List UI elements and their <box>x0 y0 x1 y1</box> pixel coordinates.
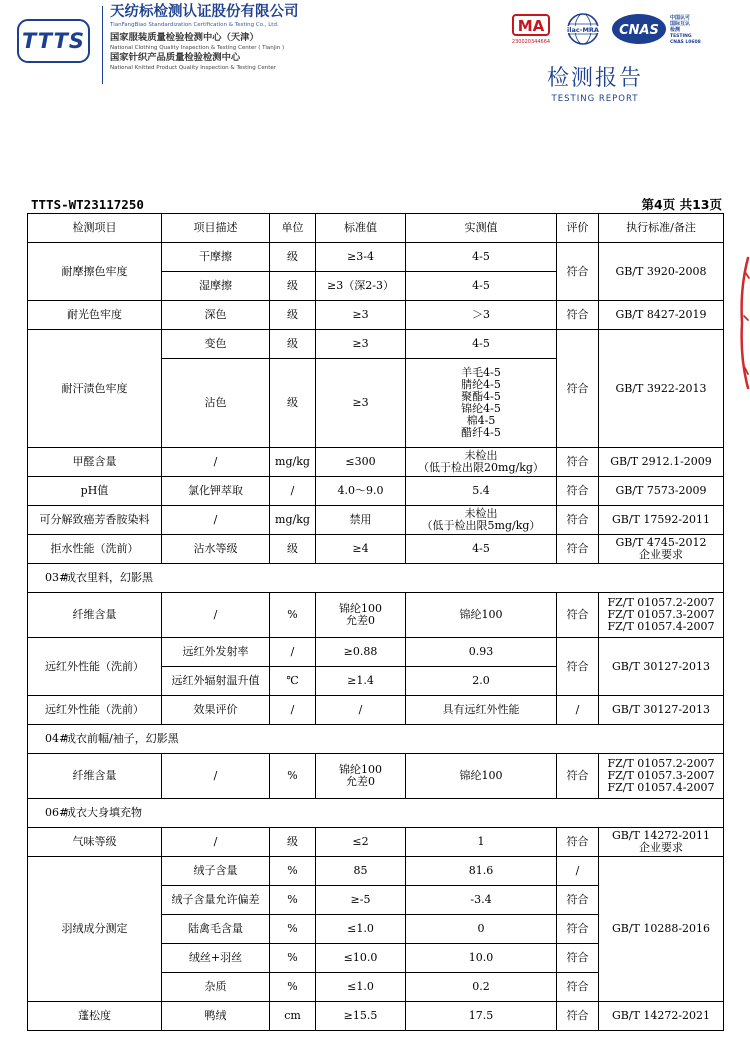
table-row <box>28 754 724 799</box>
standard-reference-cell: GB/T 14272-2021 <box>599 1002 724 1031</box>
description-cell: / <box>162 448 270 477</box>
cnas-mark-label: CNAS <box>619 23 659 38</box>
organization-name-cn: 天纺标检测认证股份有限公司 <box>110 4 299 20</box>
test-item-cell: 耐汗渍色牢度 <box>28 330 162 448</box>
standard-value-cell: ≤10.0 <box>316 944 406 973</box>
standard-value-cell: ≤300 <box>316 448 406 477</box>
standard-value-cell: ≥0.88 <box>316 638 406 667</box>
standard-reference-line: FZ/T 01057.2-2007 <box>607 757 715 770</box>
evaluation-cell: 符合 <box>557 448 599 477</box>
description-cell: 干摩擦 <box>162 243 270 272</box>
measured-value-cell: -3.4 <box>406 886 557 915</box>
cnas-cn-label-2: 国际互认 <box>670 21 691 27</box>
report-number: TTTS-WT23117250 <box>31 197 144 212</box>
unit-cell: 级 <box>270 359 316 448</box>
description-cell: / <box>162 506 270 535</box>
ilac-mra-label: ilac-MRA <box>567 26 599 34</box>
cnas-sub-label: 检测 <box>670 27 681 33</box>
standard-reference-cell: GB/T 10288-2016 <box>599 857 724 1002</box>
evaluation-cell: 符合 <box>557 828 599 857</box>
test-item-cell: 耐光色牢度 <box>28 301 162 330</box>
standard-reference-line: FZ/T 01057.2-2007 <box>607 596 715 609</box>
description-cell: 远红外辐射温升值 <box>162 667 270 696</box>
standard-reference-cell <box>599 754 724 799</box>
section-row <box>28 799 724 828</box>
unit-cell: mg/kg <box>270 506 316 535</box>
standard-value-cell <box>316 593 406 638</box>
measured-value-cell: 4-5 <box>406 243 557 272</box>
cnas-mark-icon <box>611 12 707 46</box>
header-cell: 项目描述 <box>162 214 270 243</box>
evaluation-cell: 符合 <box>557 506 599 535</box>
measured-value-cell: 锦纶100 <box>406 754 557 799</box>
test-item-cell: 纤维含量 <box>28 593 162 638</box>
description-cell: / <box>162 828 270 857</box>
standard-reference-line: GB/T 14272-2011 <box>611 829 711 842</box>
tolerance-line: 允差0 <box>346 614 375 627</box>
measured-value-cell: 锦纶100 <box>406 593 557 638</box>
measured-value-cell: 4-5 <box>406 330 557 359</box>
standard-reference-line: GB/T 4745-2012 <box>615 536 707 549</box>
standard-reference-cell <box>599 535 724 564</box>
table-row <box>28 828 724 857</box>
unit-cell: cm <box>270 1002 316 1031</box>
evaluation-cell: 符合 <box>557 886 599 915</box>
standard-reference-cell: GB/T 8427-2019 <box>599 301 724 330</box>
standard-value-cell: ≥3 <box>316 330 406 359</box>
table-row <box>28 477 724 506</box>
description-cell: 鸭绒 <box>162 1002 270 1031</box>
staining-result: 聚酯4-5 <box>461 390 501 403</box>
cma-mark-label: MA <box>517 17 545 35</box>
evaluation-cell: 符合 <box>557 944 599 973</box>
measured-value-cell: 5.4 <box>406 477 557 506</box>
cnas-code-label: CNAS L0608 <box>670 40 701 45</box>
unit-cell: % <box>270 915 316 944</box>
standard-reference-cell: GB/T 30127-2013 <box>599 696 724 725</box>
measured-value-line: 未检出 <box>464 507 498 520</box>
cma-mark-number: 230020344664 <box>511 39 551 45</box>
header-cell: 实测值 <box>406 214 557 243</box>
table-row <box>28 696 724 725</box>
unit-cell: / <box>270 638 316 667</box>
results-table <box>27 213 724 1031</box>
clothing-center-name-cn: 国家服装质量检验检测中心（天津） <box>110 32 259 43</box>
standard-reference-cell: GB/T 2912.1-2009 <box>599 448 724 477</box>
staining-result: 腈纶4-5 <box>461 378 501 391</box>
description-cell: 沾色 <box>162 359 270 448</box>
standard-value-line: 锦纶100 <box>339 602 382 615</box>
organization-name-en: TianFangBiao Standardization Certification & Testing Co., Ltd. <box>110 22 279 28</box>
staining-result: 羊毛4-5 <box>461 366 501 379</box>
header-cell: 检测项目 <box>28 214 162 243</box>
header-cell: 单位 <box>270 214 316 243</box>
evaluation-cell: / <box>557 857 599 886</box>
table-row <box>28 301 724 330</box>
standard-value-cell: ≤1.0 <box>316 973 406 1002</box>
standard-reference-cell <box>599 828 724 857</box>
standard-reference-cell <box>599 593 724 638</box>
evaluation-cell: 符合 <box>557 1002 599 1031</box>
section-code: 04# <box>45 732 69 745</box>
unit-cell: 级 <box>270 301 316 330</box>
description-cell: 绒丝+羽丝 <box>162 944 270 973</box>
standard-value-cell: ≥1.4 <box>316 667 406 696</box>
section-title: 成衣前幅/袖子，幻影黑 <box>65 732 179 745</box>
description-cell: 湿摩擦 <box>162 272 270 301</box>
unit-cell: % <box>270 944 316 973</box>
description-cell: 远红外发射率 <box>162 638 270 667</box>
evaluation-cell: / <box>557 696 599 725</box>
standard-reference-cell: GB/T 17592-2011 <box>599 506 724 535</box>
standard-value-line: 锦纶100 <box>339 763 382 776</box>
description-cell: 氯化钾萃取 <box>162 477 270 506</box>
ilac-mra-mark-icon <box>563 12 603 46</box>
report-title: 检测报告 <box>546 66 643 91</box>
cnas-cn-label: 中国认可 <box>670 15 691 21</box>
test-item-cell: 耐摩擦色牢度 <box>28 243 162 301</box>
standard-reference-cell: GB/T 3922-2013 <box>599 330 724 448</box>
standard-value-cell: ≥4 <box>316 535 406 564</box>
header-cell: 标准值 <box>316 214 406 243</box>
measured-value-cell: 0 <box>406 915 557 944</box>
description-cell: 沾水等级 <box>162 535 270 564</box>
unit-cell: / <box>270 477 316 506</box>
evaluation-cell: 符合 <box>557 973 599 1002</box>
cma-mark-icon <box>507 12 555 46</box>
description-cell: 陆禽毛含量 <box>162 915 270 944</box>
knitted-center-name-cn: 国家针织产品质量检验检测中心 <box>110 52 241 63</box>
test-item-cell: 蓬松度 <box>28 1002 162 1031</box>
table-row <box>28 535 724 564</box>
description-cell: 深色 <box>162 301 270 330</box>
description-cell: / <box>162 754 270 799</box>
description-cell: 绒子含量 <box>162 857 270 886</box>
evaluation-cell: 符合 <box>557 243 599 301</box>
test-item-cell: 远红外性能（洗前） <box>28 696 162 725</box>
staining-result: 棉4-5 <box>466 414 496 427</box>
evaluation-cell: 符合 <box>557 638 599 696</box>
unit-cell: 级 <box>270 243 316 272</box>
test-item-cell: 远红外性能（洗前） <box>28 638 162 696</box>
table-row <box>28 330 724 359</box>
standard-reference-line: FZ/T 01057.4-2007 <box>607 781 715 794</box>
section-label <box>28 564 724 593</box>
table-row <box>28 448 724 477</box>
organization-block <box>110 4 410 72</box>
standard-value-cell: ≥3（深2-3） <box>316 272 406 301</box>
table-row <box>28 1002 724 1031</box>
report-subtitle: TESTING REPORT <box>551 94 639 104</box>
description-cell: / <box>162 593 270 638</box>
header-cell: 执行标准/备注 <box>599 214 724 243</box>
page-indicator: 第4页 共13页 <box>641 197 722 212</box>
seal-fragment-icon <box>736 248 750 398</box>
standard-value-cell: 85 <box>316 857 406 886</box>
measured-value-cell: 0.2 <box>406 973 557 1002</box>
clothing-center-name-en: National Clothing Quality Inspection & Testing Center ( Tianjin ) <box>110 45 285 51</box>
description-cell: 效果评价 <box>162 696 270 725</box>
section-title: 成衣大身填充物 <box>65 806 142 819</box>
table-row <box>28 506 724 535</box>
unit-cell: % <box>270 593 316 638</box>
requirement-note: 企业要求 <box>639 548 683 561</box>
standard-value-cell: ≥-5 <box>316 886 406 915</box>
section-row <box>28 725 724 754</box>
unit-cell: ℃ <box>270 667 316 696</box>
standard-value-cell: ≥15.5 <box>316 1002 406 1031</box>
evaluation-cell: 符合 <box>557 301 599 330</box>
cnas-en-label: TESTING <box>670 34 692 39</box>
description-cell: 绒子含量允许偏差 <box>162 886 270 915</box>
evaluation-cell: 符合 <box>557 754 599 799</box>
evaluation-cell: 符合 <box>557 593 599 638</box>
unit-cell: % <box>270 857 316 886</box>
section-row <box>28 564 724 593</box>
unit-cell: / <box>270 696 316 725</box>
description-cell: 杂质 <box>162 973 270 1002</box>
evaluation-cell: 符合 <box>557 535 599 564</box>
measured-value-cell <box>406 359 557 448</box>
standard-value-cell: 禁用 <box>316 506 406 535</box>
tolerance-line: 允差0 <box>346 775 375 788</box>
unit-cell: 级 <box>270 330 316 359</box>
standard-value-cell: ≤1.0 <box>316 915 406 944</box>
unit-cell: 级 <box>270 535 316 564</box>
standard-value-cell: 4.0～9.0 <box>316 477 406 506</box>
measured-value-line: 未检出 <box>464 449 498 462</box>
table-row <box>28 243 724 272</box>
staining-result: 锦纶4-5 <box>461 402 501 415</box>
company-logo: TTTS <box>17 19 90 63</box>
standard-reference-line: FZ/T 01057.3-2007 <box>607 769 715 782</box>
measured-value-cell: 具有远红外性能 <box>406 696 557 725</box>
section-code: 06# <box>45 806 69 819</box>
standard-reference-cell: GB/T 30127-2013 <box>599 638 724 696</box>
section-title: 成衣里料，幻影黑 <box>65 571 153 584</box>
unit-cell: % <box>270 973 316 1002</box>
measured-value-cell: 81.6 <box>406 857 557 886</box>
letterhead-divider <box>102 6 103 84</box>
section-label <box>28 799 724 828</box>
standard-value-cell <box>316 754 406 799</box>
test-item-cell: 可分解致癌芳香胺染料 <box>28 506 162 535</box>
test-item-cell: pH值 <box>28 477 162 506</box>
standard-reference-cell: GB/T 3920-2008 <box>599 243 724 301</box>
standard-value-cell: ≤2 <box>316 828 406 857</box>
test-item-cell: 拒水性能（洗前） <box>28 535 162 564</box>
table-row <box>28 638 724 667</box>
standard-reference-cell: GB/T 7573-2009 <box>599 477 724 506</box>
knitted-center-name-en: National Knitted Product Quality Inspection & Testing Center <box>110 65 277 71</box>
test-item-cell: 甲醛含量 <box>28 448 162 477</box>
measured-value-cell: 4-5 <box>406 535 557 564</box>
unit-cell: 级 <box>270 272 316 301</box>
measured-value-cell: 10.0 <box>406 944 557 973</box>
description-cell: 变色 <box>162 330 270 359</box>
standard-value-cell: ≥3 <box>316 301 406 330</box>
evaluation-cell: 符合 <box>557 915 599 944</box>
measured-value-cell: ＞3 <box>406 301 557 330</box>
standard-reference-line: FZ/T 01057.3-2007 <box>607 608 715 621</box>
table-row <box>28 857 724 886</box>
staining-result: 醋纤4-5 <box>461 426 501 439</box>
standard-value-cell: ≥3-4 <box>316 243 406 272</box>
standard-reference-line: FZ/T 01057.4-2007 <box>607 620 715 633</box>
measured-value-cell <box>406 506 557 535</box>
section-code: 03# <box>45 571 69 584</box>
measured-value-cell <box>406 448 557 477</box>
table-row <box>28 593 724 638</box>
section-label <box>28 725 724 754</box>
unit-cell: % <box>270 886 316 915</box>
test-item-cell: 纤维含量 <box>28 754 162 799</box>
measured-value-cell: 4-5 <box>406 272 557 301</box>
detection-limit-note: （低于检出限20mg/kg） <box>418 461 544 474</box>
measured-value-cell: 1 <box>406 828 557 857</box>
standard-value-cell: ≥3 <box>316 359 406 448</box>
unit-cell: mg/kg <box>270 448 316 477</box>
table-header-row <box>28 214 724 243</box>
measured-value-cell: 2.0 <box>406 667 557 696</box>
standard-value-cell: / <box>316 696 406 725</box>
unit-cell: 级 <box>270 828 316 857</box>
detection-limit-note: （低于检出限5mg/kg） <box>421 519 541 532</box>
test-item-cell: 羽绒成分测定 <box>28 857 162 1002</box>
header-cell: 评价 <box>557 214 599 243</box>
measured-value-cell: 17.5 <box>406 1002 557 1031</box>
test-item-cell: 气味等级 <box>28 828 162 857</box>
measured-value-cell: 0.93 <box>406 638 557 667</box>
evaluation-cell: 符合 <box>557 477 599 506</box>
evaluation-cell: 符合 <box>557 330 599 448</box>
unit-cell: % <box>270 754 316 799</box>
requirement-note: 企业要求 <box>639 841 683 854</box>
